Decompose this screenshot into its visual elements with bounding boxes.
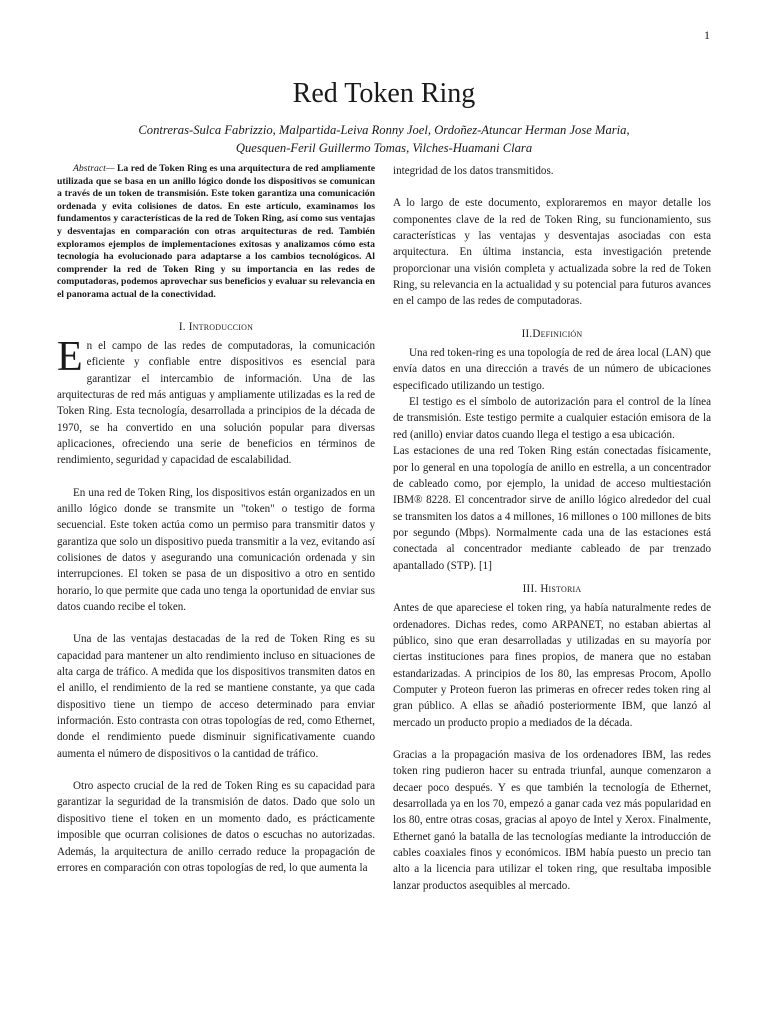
section-heading-history [393,581,711,597]
history-paragraph-1: Antes de que apareciese el token ring, ya había naturalmente redes de ordenadores. Dichas redes, como ARPANET, no estaban abiertas al público, sino que eran desarrolladas y utilizadas en su mayoría por ciertas instituciones para fines propios, de manera que no estaban estandarizadas. A principios de los 80, las empresas Procom, Apollo Computer y Proteon fueron las primeras en ofrecer redes token ring al gran público. A ellas se añadió posteriormente IBM, que lanzó al mercado un producto propio a mediados de la década. [393,602,711,729]
intro-paragraph-1-text: n el campo de las redes de computadoras, la comunicación eficiente y confiable entre dispositivos es esencial para garantizar el intercambio de información. Una de las arquitecturas de red más antiguas y ampliamente utilizadas es la red de Token Ring. Esta tecnología, desarrollada a principios de la década de 1970, se ha convertido en una solución popular para diversas aplicaciones, ofreciendo una serie de beneficios en términos de rendimiento, seguridad y capacidad de escalabilidad. [57,339,375,467]
section-number-history: III. [522,582,538,595]
intro-paragraph-1 [57,333,375,469]
section-title-definition: Definición [532,327,583,340]
author-list [60,121,708,157]
abstract [57,163,375,302]
intro-paragraph-5: A lo largo de este documento, exploraremos en mayor detalle los componentes clave de la red de Token Ring, su funcionamiento, sus características y las ventajas y desventajas asociadas con esta arquitectura. En última instancia, esta investigación pretende proporcionar una visión completa y actualizada sobre la red de Token Ring, su relevancia en la actualidad y su potencial para futuros avances en el campo de las redes de computadoras. [393,197,711,308]
authors-line-1: Contreras-Sulca Fabrizzio, Malpartida-Leiva Ronny Joel, Ordoñez-Atuncar Herman Jose Maria, [138,123,630,137]
definition-paragraph-2: El testigo es el símbolo de autorización para el control de la línea de transmisión. Este testigo permite a cualquier estación emisora de la red (anillo) enviar datos cuando llega el testigo a esa ubicación. [393,396,711,441]
intro-paragraph-4-continued: integridad de los datos transmitidos. [393,165,554,177]
right-column [393,163,711,894]
abstract-text: La red de Token Ring es una arquitectura de red ampliamente utilizada que se basa en un anillo lógico donde los dispositivos se comunican a través de un token de transmisión. Este token garantiza una comunicación ordenada y evita colisiones de datos. En este artículo, examinamos los fundamentos y características de la red de Token Ring, así como sus ventajas y desventajas en comparación con otras arquitecturas de red. También exploramos ejemplos de implementaciones exitosas y analizamos cómo esta tecnología ha evolucionado para adaptarse a los cambios tecnológicos. Al comprender la red de Token Ring y su importancia en las redes de computadoras, podemos aprovechar sus beneficios y evaluar su relevancia en el panorama actual de la conectividad. [57,163,375,300]
definition-paragraph-3: Las estaciones de una red Token Ring están conectadas físicamente, por lo general en una topología de anillo en estrella, a un concentrador de cableado como, por ejemplo, la unidad de acceso multiestación IBM® 8228. El concentrador sirve de anillo lógico alrededor del cual se transmiten los datos a 4 millones, 16 millones o 100 millones de bits por segundo (Mbps). Normalmente cada una de las estaciones está conectada al concentrador mediante cableado de par trenzado apantallado (STP). [1] [393,445,711,572]
section-number-definition: II. [521,327,533,340]
intro-paragraph-2: En una red de Token Ring, los dispositivos están organizados en un anillo lógico donde se transmite un "token" o testigo de forma secuencial. Este token actúa como un permiso para transmitir datos y garantiza que solo un dispositivo pueda transmitir a la vez, evitando así colisiones de datos y asegurando una comunicación ordenada y sin interrupciones. El token se pasa de un dispositivo a otro en sentido horario, lo que permite que cada uno tenga la oportunidad de enviar sus datos cuando recibe el token. [57,486,375,614]
intro-paragraph-4: Otro aspecto crucial de la red de Token Ring es su capacidad para garantizar la seguridad de la transmisión de datos. Dado que solo un dispositivo tiene el token en un momento dado, es prácticamente imposible que ocurran colisiones de datos o escuchas no autorizadas. Además, la arquitectura de anillo cerrado reduce la propagación de errores en comparación con otras topologías de red, lo que aumenta la [57,780,375,874]
section-title-intro: Introduccion [188,320,254,333]
drop-cap: E [57,333,83,380]
history-paragraph-2: Gracias a la propagación masiva de los ordenadores IBM, las redes token ring pudieron hacer su entrada triunfal, aunque comenzaron a decaer poco después. Y es que también la tecnología de Ethernet, desarrollada ya en los 70, empezó a ganar cada vez más popularidad en los 80, entre otras cosas, gracias al apoyo de Intel y Xerox. Finalmente, Ethernet ganó la batalla de las tecnologías mediante la introducción de cables coaxiales finos y económicos. IBM había puesto un precio tan alto a la licencia para utilizar el token ring, que resultaba imposible lanzar productos asequibles al mercado. [393,749,711,892]
section-heading-definition [393,326,711,342]
authors-line-2: Quesquen-Feril Guillermo Tomas, Vilches-Huamani Clara [235,141,533,155]
section-heading-intro [57,319,375,335]
abstract-label: Abstract— [73,163,115,174]
section-title-history: Historia [540,582,582,595]
intro-paragraph-3: Una de las ventajas destacadas de la red de Token Ring es su capacidad para mantener un alto rendimiento incluso en situaciones de alta carga de tráfico. A medida que los dispositivos transmiten datos en el anillo, el rendimiento de la red se mantiene constante, ya que cada dispositivo tiene un tiempo de acceso determinado para enviar información. Esto contrasta con otras topologías de red, como Ethernet, donde el rendimiento puede disminuir significativamente cuando aumenta el número de dispositivos o la cantidad de tráfico. [57,633,375,760]
definition-paragraph-1: Una red token-ring es una topología de red de área local (LAN) que envía datos en una dirección a través de un número de ubicaciones especificado utilizando un testigo. [393,347,711,392]
paper-title: Red Token Ring [292,78,476,109]
page-number: 1 [704,28,710,42]
left-column [57,163,375,876]
section-number-intro: I. [178,320,186,333]
